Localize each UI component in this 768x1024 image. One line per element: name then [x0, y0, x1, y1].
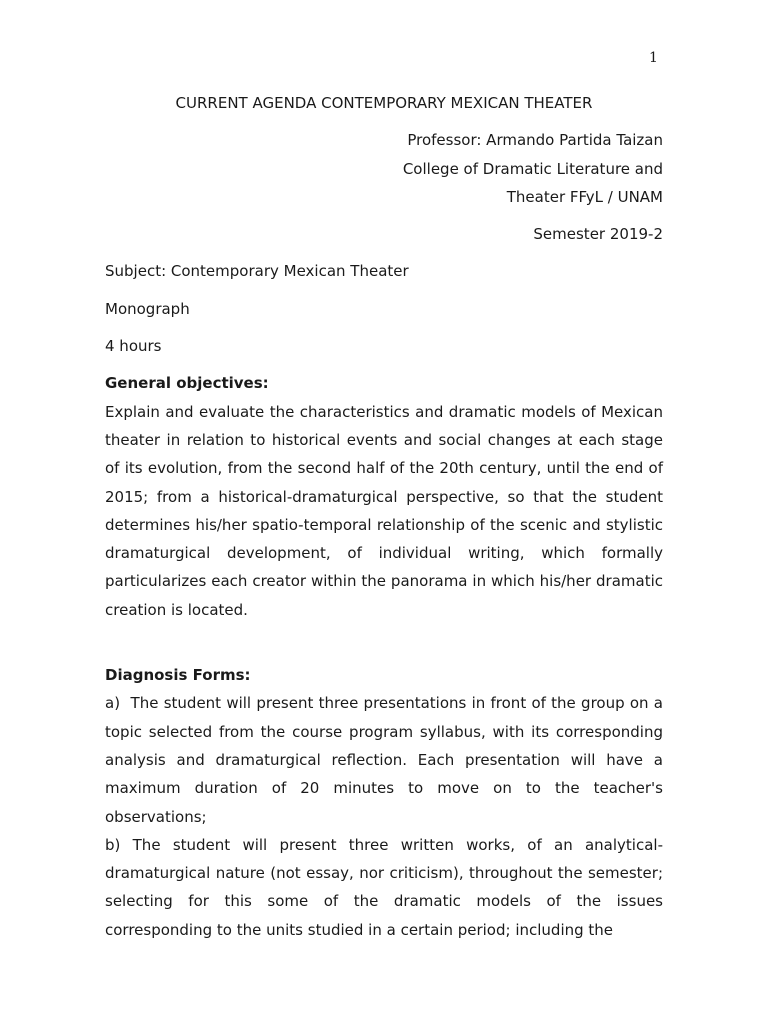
objectives-heading: General objectives:: [105, 374, 269, 393]
spacer: [105, 624, 663, 652]
document-body: [105, 89, 663, 944]
subject-line: Subject: Contemporary Mexican Theater: [105, 262, 409, 281]
college-line-2: Theater FFyL / UNAM: [506, 187, 663, 206]
document-title: CURRENT AGENDA CONTEMPORARY MEXICAN THEATER: [175, 94, 593, 112]
course-type: Monograph: [105, 299, 190, 318]
diagnosis-item-a: a) The student will present three presentations in front of the group on a topic selected from the course program syllabus, with its corresponding analysis and dramaturgical reflection. Each presentation will have a maximum duration of 20 minutes to move on to the teacher's observations;: [105, 694, 663, 826]
professor-line: Professor: Armando Partida Taizan: [407, 131, 663, 150]
course-hours: 4 hours: [105, 337, 162, 356]
semester-line: Semester 2019-2: [533, 225, 663, 244]
page-number: 1: [649, 50, 658, 66]
diagnosis-heading: Diagnosis Forms:: [105, 666, 251, 685]
diagnosis-item-b: b) The student will present three written works, of an analytical-dramaturgical nature (not essay, nor criticism), throughout the semester; selecting for this some of the dramatic models of the issues corresponding to the units studied in a certain period; including the: [105, 835, 663, 939]
college-line-1: College of Dramatic Literature and: [402, 159, 663, 178]
objectives-text: Explain and evaluate the characteristics and dramatic models of Mexican theater in relation to historical events and social changes at each stage of its evolution, from the second half of the 20th century, until the end of 2015; from a historical-dramaturgical perspective, so that the student determines his/her spatio-temporal relationship of the scenic and stylistic dramaturgical development, of individual writing, which formally particularizes each creator within the panorama in which his/her dramatic creation is located.: [105, 402, 663, 619]
